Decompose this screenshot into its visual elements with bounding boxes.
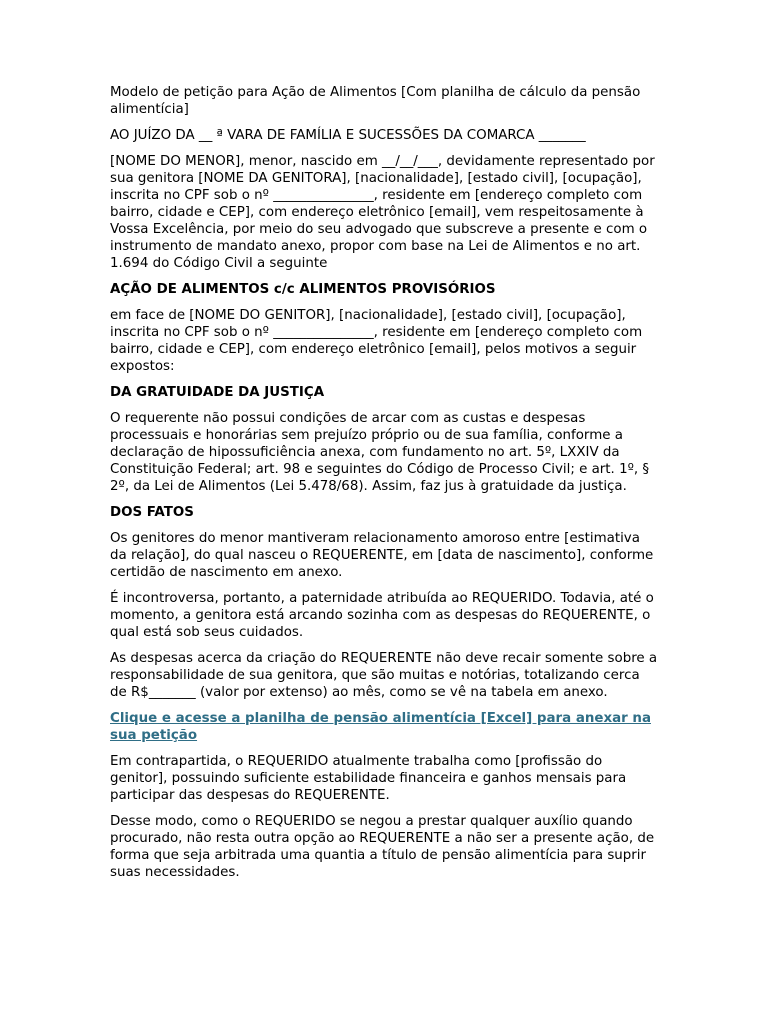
- facts-paragraph-expenses: As despesas acerca da criação do REQUERENTE não deve recair somente sobre a responsabilidade de sua genitora, que são muitas e notórias, totalizando cerca de R$_______ (valor por extenso) ao mês, como se vê na tabela em anexo.: [110, 651, 658, 700]
- court-addressee: AO JUÍZO DA __ ª VARA DE FAMÍLIA E SUCESSÕES DA COMARCA _______: [110, 128, 586, 143]
- facts-paragraph-relationship: Os genitores do menor mantiveram relacionamento amoroso entre [estimativa da relação], do qual nasceu o REQUERENTE, em [data de nascimento], conforme certidão de nascimento em anexo.: [110, 531, 654, 580]
- facts-paragraph-conclusion: Desse modo, como o REQUERIDO se negou a prestar qualquer auxílio quando procurado, não resta outra opção ao REQUERENTE a não ser a presente ação, de forma que seja arbitrada uma quantia a título de pensão alimentícia para suprir suas necessidades.: [110, 814, 655, 880]
- facts-paragraph-paternity: É incontroversa, portanto, a paternidade atribuída ao REQUERIDO. Todavia, até o momento, a genitora está arcando sozinha com as despesas do REQUERENTE, o qual está sob seus cuidados.: [110, 591, 654, 640]
- facts-paragraph-income: Em contrapartida, o REQUERIDO atualmente trabalha como [profissão do genitor], possuindo suficiente estabilidade financeira e ganhos mensais para participar das despesas do REQUERENTE.: [110, 754, 627, 803]
- justice-gratuity-paragraph: O requerente não possui condições de arcar com as custas e despesas processuais e honorárias sem prejuízo próprio ou de sua família, conforme a declaração de hipossuficiência anexa, com fundamento no art. 5º, LXXIV da Constituição Federal; art. 98 e seguintes do Código de Processo Civil; e art. 1º, § 2º, da Lei de Alimentos (Lei 5.478/68). Assim, faz jus à gratuidade da justiça.: [110, 411, 650, 494]
- justice-gratuity-heading: DA GRATUIDADE DA JUSTIÇA: [110, 385, 325, 400]
- action-heading: AÇÃO DE ALIMENTOS c/c ALIMENTOS PROVISÓRIOS: [110, 282, 496, 297]
- spreadsheet-link[interactable]: Clique e acesse a planilha de pensão alimentícia [Excel] para anexar na sua petição: [110, 711, 651, 743]
- defendant-qualification-paragraph: em face de [NOME DO GENITOR], [nacionalidade], [estado civil], [ocupação], inscrita no CPF sob o nº _______________, residente em [endereço completo com bairro, cidade e CEP], com endereço eletrônico [email], pelos motivos a seguir expostos:: [110, 308, 643, 374]
- plaintiff-qualification-paragraph: [NOME DO MENOR], menor, nascido em __/__/___, devidamente representado por sua genitora [NOME DA GENITORA], [nacionalidade], [estado civil], [ocupação], inscrita no CPF sob o nº _______________, residente em [endereço completo com bairro, cidade e CEP], com endereço eletrônico [email], vem respeitosamente à Vossa Excelência, por meio do seu advogado que subscreve a presente e com o instrumento de mandato anexo, propor com base na Lei de Alimentos e no art. 1.694 do Código Civil a seguinte: [110, 154, 655, 271]
- document-title: Modelo de petição para Ação de Alimentos [Com planilha de cálculo da pensão alimentícia]: [110, 85, 641, 117]
- spreadsheet-link-wrapper: [110, 710, 660, 744]
- document-page: [110, 84, 660, 890]
- facts-heading: DOS FATOS: [110, 505, 194, 520]
